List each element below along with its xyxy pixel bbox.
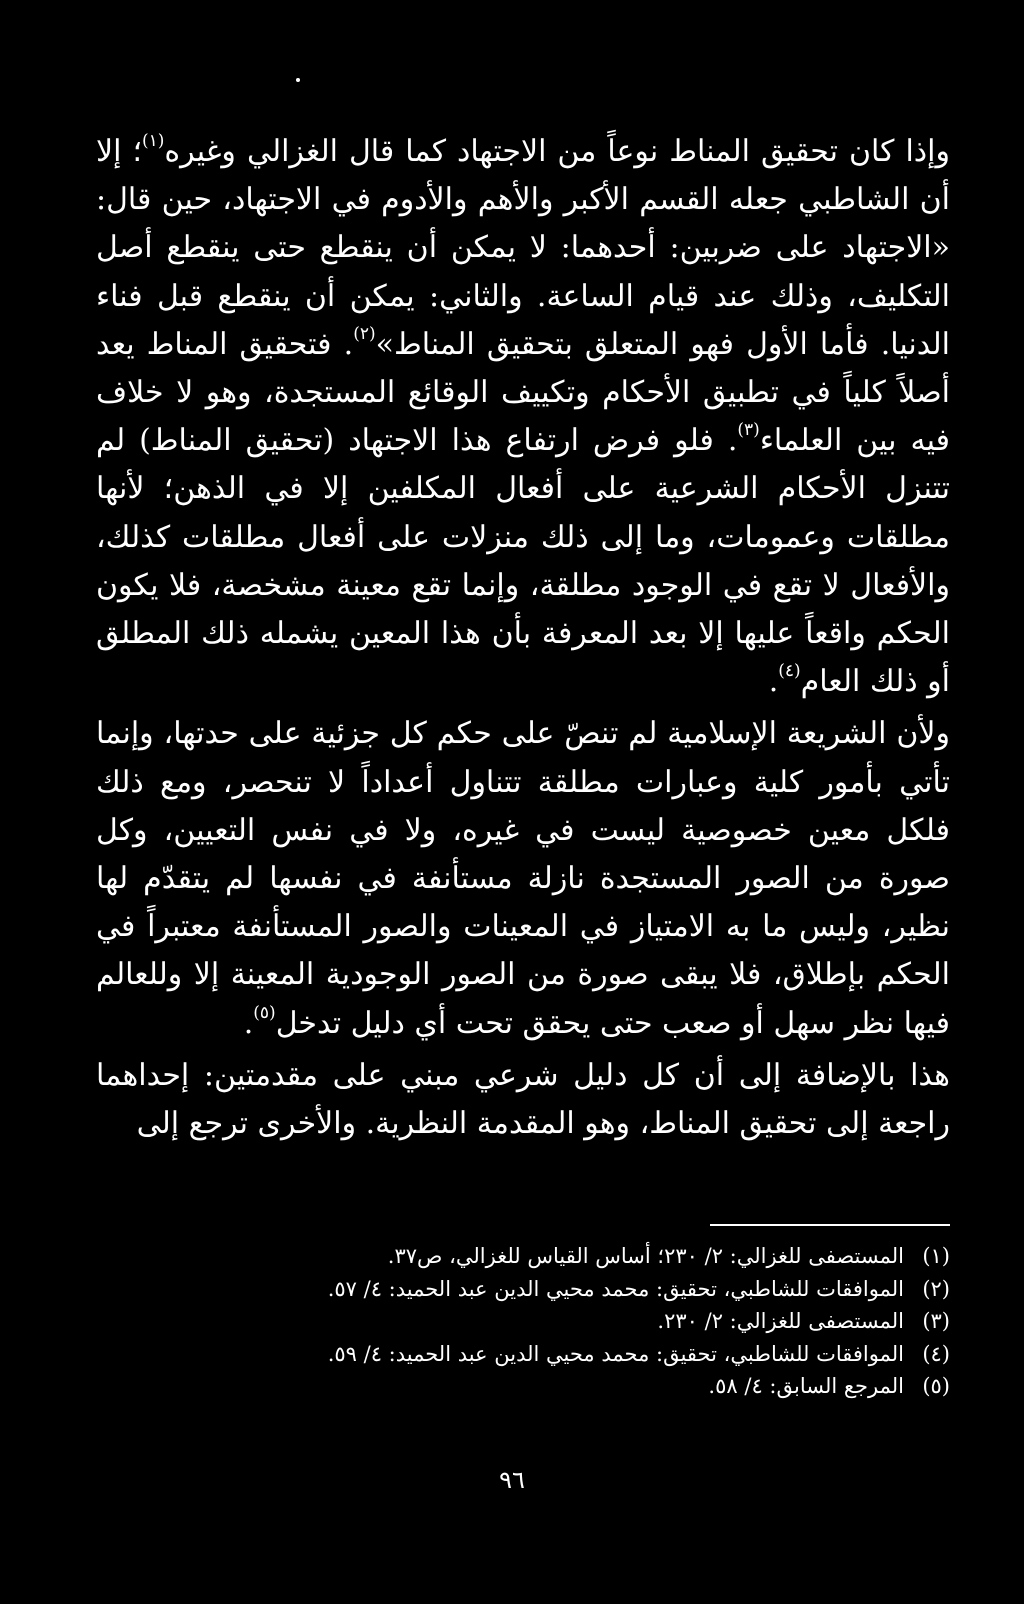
p2-line-5: به الامتياز في المعينات والصور المستأنفة معتبراً في الحكم بإطلاق، فلا xyxy=(96,909,950,993)
p1-line-1: وإذا كان تحقيق المناط نوعاً من الاجتهاد كما قال الغزالي xyxy=(246,134,950,169)
footnote-text: المستصفى للغزالي: ٢/ ٢٣٠؛ أساس القياس للغزالي، ص٣٧. xyxy=(387,1244,904,1268)
footnote-1 xyxy=(230,1240,950,1273)
p1-line-9: إلا في الذهن؛ لأنها مطلقات وعمومات، وما إلى ذلك منزلات على xyxy=(96,471,951,555)
footnote-number: (٤) xyxy=(922,1341,950,1366)
p1-line-7b: . فلو فرض ارتفاع هذا xyxy=(451,423,738,459)
p1-line-7a: المستجدة، وهو لا خلاف فيه بين العلماء xyxy=(96,375,951,459)
speck-mark xyxy=(296,78,300,82)
p1-line-11: معينة مشخصة، فلا يكون الحكم واقعاً عليها إلا بعد المعرفة بأن هذا xyxy=(96,567,950,652)
main-text xyxy=(96,128,950,1148)
footnote-ref-3[interactable]: (٣) xyxy=(737,420,760,441)
p2-line-7a: صعب حتى يحقق تحت أي دليل تدخل xyxy=(275,1005,732,1041)
footnote-text: الموافقات للشاطبي، تحقيق: محمد محيي الدين عبد الحميد: ٤/ ٥٩. xyxy=(327,1341,904,1366)
footnote-5 xyxy=(230,1370,950,1403)
paragraph-2 xyxy=(96,710,950,1047)
p2-line-1: ولأن الشريعة الإسلامية لم تنصّ على حكم كل جزئية على حدتها، xyxy=(163,716,950,752)
footnote-number: (٢) xyxy=(922,1276,950,1301)
footnote-3 xyxy=(230,1305,950,1338)
footnote-number: (١) xyxy=(922,1244,950,1268)
footnote-4 xyxy=(230,1338,950,1371)
p1-line-2b: ؛ إلا أن الشاطبي جعله القسم الأكبر والأهم والأدوم في xyxy=(96,134,950,218)
p1-line-6: فتحقيق المناط يعد أصلاً كلياً في تطبيق الأحكام وتكييف الوقائع xyxy=(96,326,951,411)
p2-line-2: وإنما تأتي بأمور كلية وعبارات مطلقة تتناول أعداداً لا تنحصر، ومع ذلك xyxy=(96,716,950,800)
p1-line-10: أفعال مطلقات كذلك، والأفعال لا تقع في الوجود مطلقة، وإنما تقع xyxy=(96,519,950,603)
footnote-text: المستصفى للغزالي: ٢/ ٢٣٠. xyxy=(657,1309,904,1333)
p1-line-2a: وغيره xyxy=(164,134,236,169)
footnote-number: (٣) xyxy=(922,1309,950,1333)
paragraph-1 xyxy=(96,128,950,706)
footnotes xyxy=(230,1240,950,1403)
p3-line-1: هذا بالإضافة إلى أن كل دليل شرعي مبني على مقدمتين: إحداهما xyxy=(96,1057,950,1093)
page-number: ٩٦ xyxy=(499,1466,525,1494)
p2-line-6: يبقى صورة من الصور الوجودية المعينة إلا وللعالم فيها نظر سهل أو xyxy=(96,957,950,1041)
footnote-ref-5[interactable]: (٥) xyxy=(253,1002,276,1023)
p1-line-12b: . xyxy=(768,664,779,700)
p2-line-4: من الصور المستجدة نازلة مستأنفة في نفسها لم يتقدّم لها نظير، وليس ما xyxy=(96,861,950,945)
p1-line-5b: . xyxy=(343,326,354,362)
p1-line-4: ينقطع حتى ينقطع أصل التكليف، وذلك عند قيام الساعة. والثاني: يمكن xyxy=(96,230,950,314)
paragraph-3 xyxy=(96,1052,950,1148)
p1-line-5a: أن ينقطع قبل فناء الدنيا. فأما الأول فهو المتعلق بتحقيق المناط» xyxy=(96,278,951,362)
p3-line-2: راجعة إلى تحقيق المناط، وهو المقدمة النظرية. والأخرى ترجع إلى xyxy=(136,1106,950,1142)
footnote-text: المرجع السابق: ٤/ ٥٨. xyxy=(708,1374,904,1398)
footnote-ref-1[interactable]: (١) xyxy=(142,131,165,151)
footnote-2 xyxy=(230,1273,950,1306)
footnote-ref-2[interactable]: (٢) xyxy=(353,323,376,344)
footnote-text: الموافقات للشاطبي، تحقيق: محمد محيي الدين عبد الحميد: ٤/ ٥٧. xyxy=(327,1276,904,1301)
p1-line-3: الاجتهاد، حين قال: «الاجتهاد على ضربين: أحدهما: لا يمكن أن xyxy=(96,182,950,266)
p2-line-7b: . xyxy=(243,1005,254,1041)
footnote-ref-4[interactable]: (٤) xyxy=(778,661,801,682)
p1-line-8: الاجتهاد (تحقيق المناط) لم تتنزل الأحكام الشرعية على أفعال المكلفين xyxy=(96,423,950,507)
footnote-number: (٥) xyxy=(922,1374,950,1398)
p1-line-12a: المعين يشمله ذلك المطلق أو ذلك العام xyxy=(96,616,950,700)
footnote-divider xyxy=(710,1224,950,1226)
p2-line-3: فلكل معين خصوصية ليست في غيره، ولا في نفس التعيين، وكل صورة xyxy=(96,812,950,897)
